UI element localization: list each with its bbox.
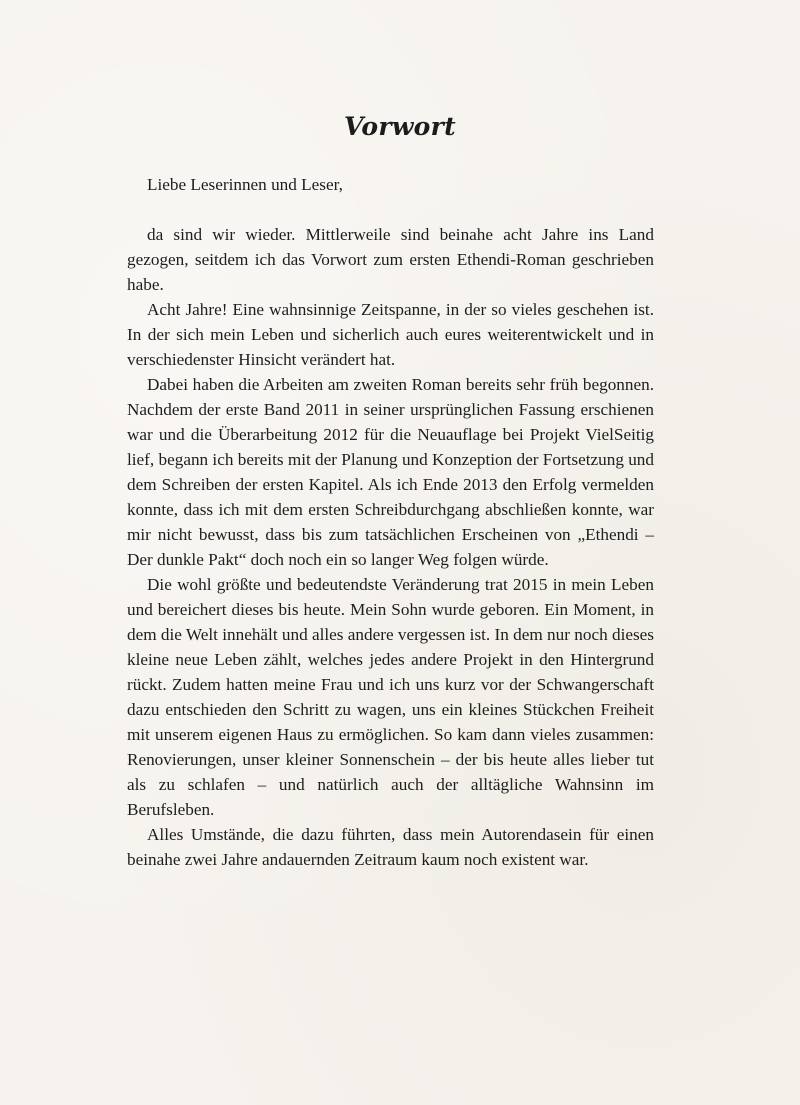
paragraph-4: Die wohl größte und bedeutendste Veränderung trat 2015 in mein Leben und bereichert dieses bis heute. Mein Sohn wurde geboren. Ein Moment, in dem die Welt innehält und alles andere vergessen ist. In dem nur noch dieses kleine neue Leben zählt, welches jedes andere Projekt in den Hintergrund rückt. Zudem hatten meine Frau und ich uns kurz vor der Schwangerschaft dazu entschieden den Schritt zu wagen, uns ein kleines Stückchen Freiheit mit unserem eigenen Haus zu ermöglichen. So kam dann vieles zusammen: Renovierungen, unser kleiner Sonnenschein – der bis heute alles lieber tut als zu schlafen – und natürlich auch der alltägliche Wahnsinn im Berufsleben. <box>127 575 654 819</box>
chapter-title: Vorwort <box>344 112 456 141</box>
greeting-line: Liebe Leserinnen und Leser, <box>147 175 343 194</box>
paragraph-1: da sind wir wieder. Mittlerweile sind beinahe acht Jahre ins Land gezogen, seitdem ich das Vorwort zum ersten Ethendi-Roman geschrieben habe. <box>127 225 654 294</box>
paragraph-2: Acht Jahre! Eine wahnsinnige Zeitspanne, in der so vieles geschehen ist. In der sich mein Leben und sicherlich auch eures weiterentwickelt und in verschiedenster Hinsicht verändert hat. <box>127 300 654 369</box>
body-text <box>127 172 654 872</box>
paragraph-3: Dabei haben die Arbeiten am zweiten Roman bereits sehr früh begonnen. Nachdem der erste Band 2011 in seiner ursprünglichen Fassung erschienen war und die Überarbeitung 2012 für die Neuauflage bei Projekt VielSeitig lief, begann ich bereits mit der Planung und Konzeption der Fortsetzung und dem Schreiben der ersten Kapitel. Als ich Ende 2013 den Erfolg vermelden konnte, dass ich mit dem ersten Schreibdurchgang abschließen konnte, war mir nicht bewusst, dass bis zum tatsächlichen Erscheinen von „Ethendi – Der dunkle Pakt“ doch noch ein so langer Weg folgen würde. <box>127 375 654 569</box>
paragraph-5: Alles Umstände, die dazu führten, dass mein Autorendasein für einen beinahe zwei Jahre andauernden Zeitraum kaum noch existent war. <box>127 825 654 869</box>
